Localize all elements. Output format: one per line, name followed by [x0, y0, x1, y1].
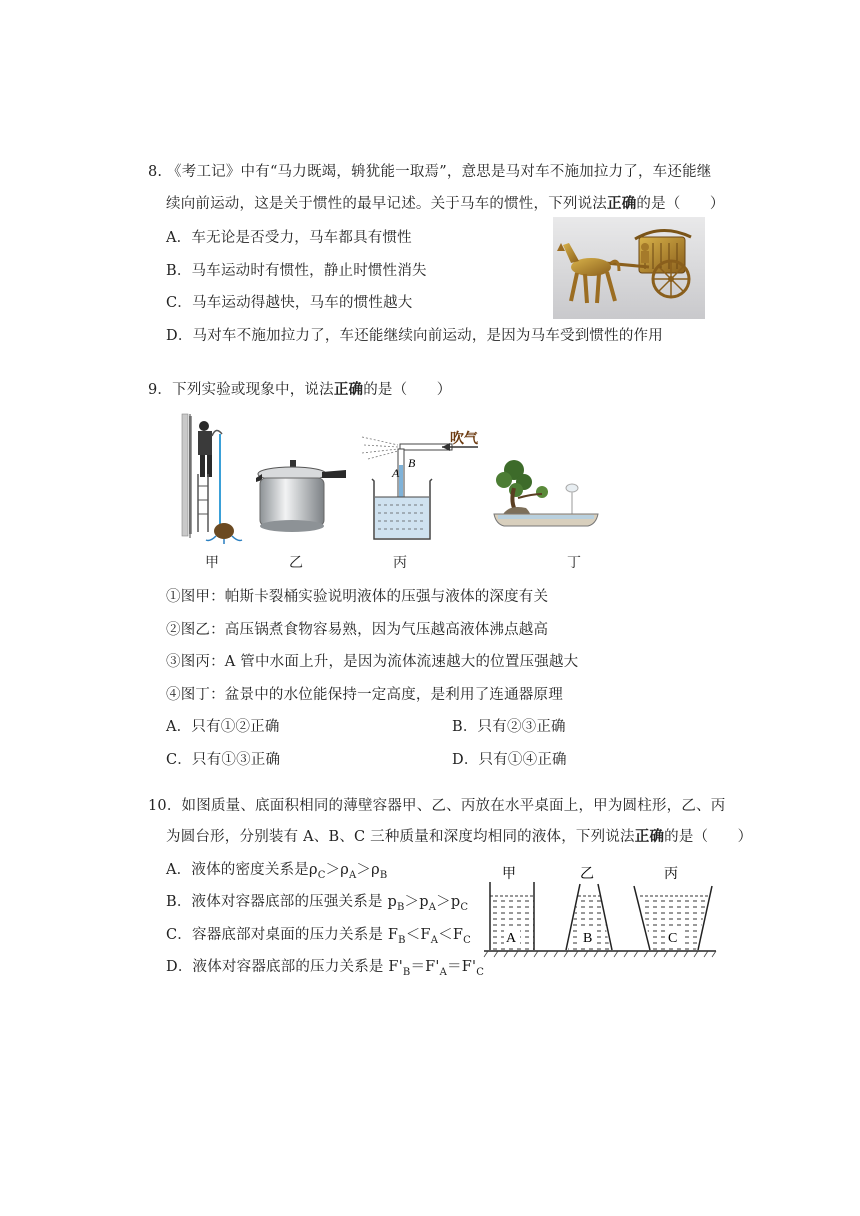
q9-option-d: D．只有①④正确	[452, 752, 567, 768]
container-label-jia: 甲	[502, 866, 516, 882]
q9-stem-bold: 正确	[333, 381, 364, 398]
figure-pascal-barrel	[180, 414, 242, 544]
liquid-label-b: B	[583, 931, 593, 946]
q8-option-b: B．马车运动时有惯性，静止时惯性消失	[166, 263, 427, 279]
q10-stem-line2	[166, 827, 752, 847]
q10-stem-bold: 正确	[634, 828, 665, 845]
q9-statement-1: ①图甲：帕斯卡裂桶实验说明液体的压强与液体的深度有关	[166, 589, 549, 605]
q9-statement-4: ④图丁：盆景中的水位能保持一定高度，是利用了连通器原理	[166, 687, 563, 703]
q8-stem-tail: 的是（ ）	[636, 196, 725, 212]
liquid-label-c: C	[668, 931, 678, 946]
q10-stem-text: 为圆台形，分别装有 A、B、C 三种质量和深度均相同的液体，下列说法	[166, 829, 635, 845]
q8-option-c: C．马车运动得越快，马车的惯性越大	[166, 295, 413, 311]
q10-option-d: D．液体对容器底部的压力关系是 $F'_B=F'_A=F'_C$	[166, 959, 485, 978]
q9-statement-3: ③图丙：A 管中水面上升，是因为流体流速越大的位置压强越大	[166, 654, 579, 670]
tube-label-a: A	[392, 466, 400, 480]
q8-stem-line2	[166, 194, 725, 214]
q9-stem	[148, 380, 451, 400]
figure-label-jia: 甲	[205, 555, 219, 571]
q8-stem-text: 续向前运动，这是关于惯性的最早记述。关于马车的惯性，下列说法	[166, 196, 607, 212]
q10-option-c: C．容器底部对桌面的压力关系是 $F_B<F_A<F_C$	[166, 927, 471, 946]
q8-option-d: D．马对车不施加拉力了，车还能继续向前运动，是因为马车受到惯性的作用	[166, 328, 663, 344]
figure-label-bing: 丙	[393, 555, 407, 571]
liquid-label-a: A	[506, 931, 517, 946]
figure-label-yi: 乙	[289, 555, 303, 571]
q9-statement-2: ②图乙：高压锅煮食物容易熟，因为气压越高液体沸点越高	[166, 622, 549, 638]
q9-option-b: B．只有②③正确	[452, 719, 566, 735]
q9-stem-text: 9．下列实验或现象中，说法	[148, 382, 334, 398]
tube-label-b: B	[408, 456, 416, 470]
q10-option-b: B．液体对容器底部的压强关系是 $p_B>p_A>p_C$	[166, 894, 469, 913]
q9-option-c: C．只有①③正确	[166, 752, 281, 768]
container-label-bing: 丙	[664, 866, 678, 882]
figure-bonsai-tray	[492, 458, 602, 530]
q8-stem-line1: 8. 《考工记》中有“马力既竭，辀犹能一取焉”，意思是马对车不施加拉力了，车还能继	[148, 164, 712, 180]
figure-pressure-cooker	[252, 458, 348, 534]
q8-stem-bold: 正确	[607, 195, 637, 212]
q10-stem-line1: 10．如图质量、底面积相同的薄壁容器甲、乙、丙放在水平桌面上，甲为圆柱形，乙、丙	[148, 798, 726, 814]
q8-option-a: A．车无论是否受力，马车都具有惯性	[166, 230, 412, 246]
q9-option-a: A．只有①②正确	[166, 719, 280, 735]
figure-containers	[484, 862, 716, 958]
figure-label-ding: 丁	[567, 555, 581, 571]
horse-carriage-photo	[553, 217, 705, 319]
q10-option-a: A．液体的密度关系是$\rho_C>\rho_A>\rho_B$	[166, 862, 388, 881]
q9-stem-tail: 的是（ ）	[363, 382, 452, 398]
container-label-yi: 乙	[580, 866, 594, 882]
q10-stem-tail: 的是（ ）	[664, 829, 753, 845]
blow-label: 吹气	[450, 431, 478, 447]
